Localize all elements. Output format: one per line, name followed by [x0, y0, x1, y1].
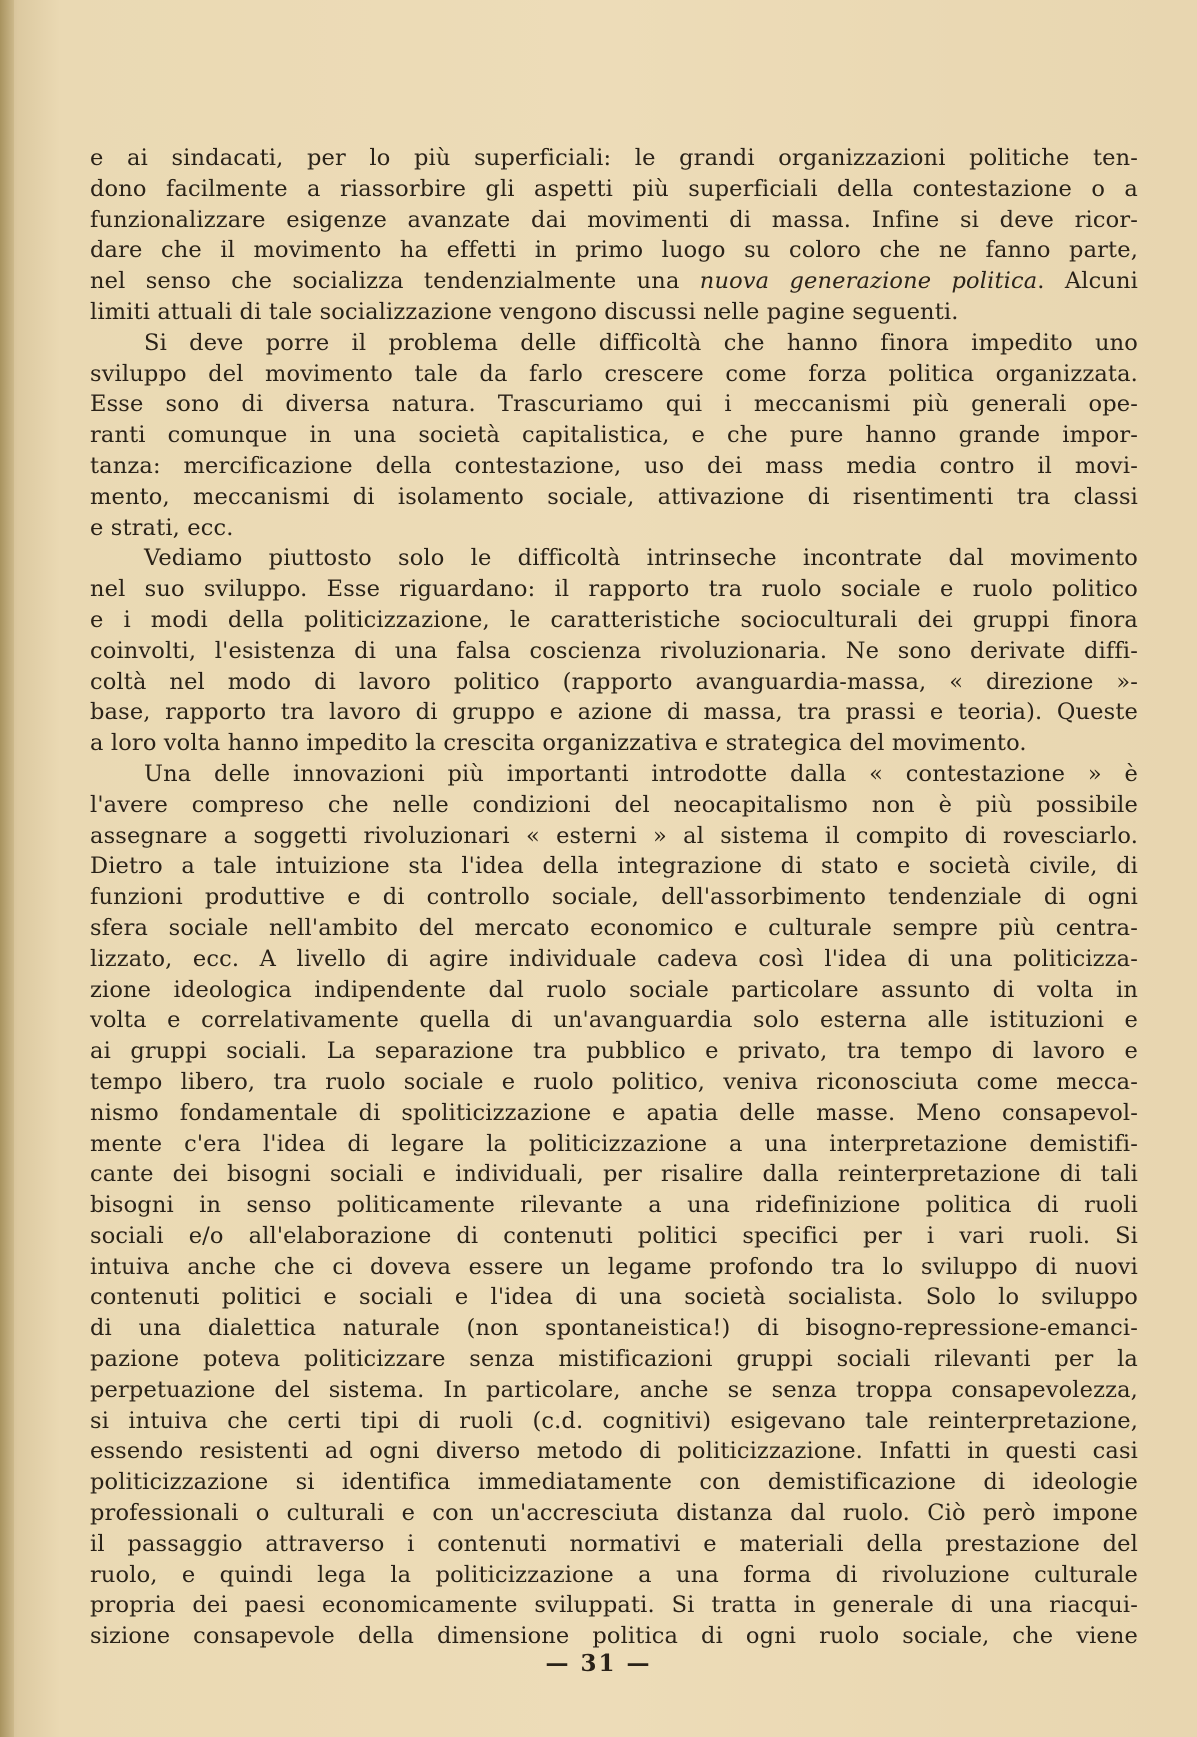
text-line-content: zione ideologica indipendente dal ruolo sociale particolare assunto di volta in — [90, 976, 1138, 1003]
text-line — [90, 1036, 1138, 1067]
text-line — [90, 1436, 1138, 1467]
text-line-content: si intuiva che certi tipi di ruoli (c.d. cognitivi) esigevano tale reinterpretazione, — [90, 1407, 1138, 1434]
text-line-content: a loro volta hanno impedito la crescita organizzativa e strategica del movimento. — [90, 730, 1027, 757]
text-line — [90, 235, 1138, 266]
text-line — [90, 1560, 1138, 1591]
text-line — [90, 359, 1138, 390]
text-line-content: mente c'era l'idea di legare la politicizzazione a una interpretazione demistifi- — [90, 1130, 1138, 1157]
text-line-content: professionali o culturali e con un'accresciuta distanza dal ruolo. Ciò però impone — [90, 1500, 1138, 1527]
text-line-continuation: . Alcuni — [1037, 268, 1138, 295]
text-line — [90, 420, 1138, 451]
text-line — [90, 1190, 1138, 1221]
text-line-content: tempo libero, tra ruolo sociale e ruolo politico, veniva riconosciuta come mecca- — [90, 1068, 1138, 1095]
text-line-content: base, rapporto tra lavoro di gruppo e azione di massa, tra prassi e teoria). Queste — [90, 699, 1138, 726]
text-line-content: funzioni produttive e di controllo sociale, dell'assorbimento tendenziale di ogni — [90, 884, 1138, 911]
text-line-content: ai gruppi sociali. La separazione tra pubblico e privato, tra tempo di lavoro e — [90, 1038, 1138, 1065]
text-line-content: il passaggio attraverso i contenuti normativi e materiali della prestazione del — [90, 1530, 1138, 1557]
text-line — [90, 1621, 1138, 1652]
text-line — [90, 944, 1138, 975]
text-line-content: Si deve porre il problema delle difficoltà che hanno finora impedito uno — [144, 329, 1138, 356]
text-line-content: l'avere compreso che nelle condizioni del neocapitalismo non è più possibile — [90, 791, 1138, 818]
text-line — [90, 328, 1138, 359]
body-text — [90, 143, 1138, 1652]
text-line — [90, 1221, 1138, 1252]
text-line — [90, 1067, 1138, 1098]
page-number: — 31 — — [545, 1650, 652, 1677]
text-line-content: e ai sindacati, per lo più superficiali: le grandi organizzazioni politiche ten- — [90, 145, 1138, 171]
text-line — [90, 667, 1138, 698]
text-line-content: contenuti politici e sociali e l'idea di una società socialista. Solo lo sviluppo — [90, 1284, 1138, 1311]
text-line-content: nismo fondamentale di spoliticizzazione e apatia delle masse. Meno consapevol- — [90, 1099, 1138, 1126]
text-line-content: dono facilmente a riassorbire gli aspetti più superficiali della contestazione o a — [90, 175, 1138, 202]
text-line-content: sizione consapevole della dimensione politica di ogni ruolo sociale, che viene — [90, 1623, 1138, 1650]
text-line-content: di una dialettica naturale (non spontaneistica!) di bisogno-repressione-emanci- — [90, 1315, 1138, 1342]
text-line-content: Dietro a tale intuizione sta l'idea della integrazione di stato e società civile, di — [90, 853, 1138, 880]
text-line — [90, 1344, 1138, 1375]
text-line — [90, 605, 1138, 636]
text-line-content: e strati, ecc. — [90, 514, 234, 541]
text-line-content: perpetuazione del sistema. In particolare, anche se senza troppa consapevolezza, — [90, 1376, 1138, 1403]
text-line — [90, 851, 1138, 882]
text-line — [90, 728, 1138, 759]
text-line-content: propria dei paesi economicamente sviluppati. Si tratta in generale di una riacqui- — [90, 1592, 1138, 1619]
text-line — [90, 1129, 1138, 1160]
text-line-content: ranti comunque in una società capitalistica, e che pure hanno grande impor- — [90, 422, 1138, 449]
text-line — [90, 143, 1138, 174]
text-line — [90, 174, 1138, 205]
text-line — [90, 1282, 1138, 1313]
page-binding-edge — [0, 0, 14, 1737]
text-line — [90, 790, 1138, 821]
text-line — [90, 266, 1138, 297]
text-line-content: sfera sociale nell'ambito del mercato economico e culturale sempre più centra- — [90, 914, 1138, 941]
text-line — [90, 513, 1138, 544]
text-line-content: sociali e/o all'elaborazione di contenuti politici specifici per i vari ruoli. Si — [90, 1222, 1138, 1249]
text-line — [90, 759, 1138, 790]
text-line-content: politicizzazione si identifica immediatamente con demistificazione di ideologie — [90, 1469, 1138, 1496]
text-line — [90, 389, 1138, 420]
text-line — [90, 1498, 1138, 1529]
text-line-content: assegnare a soggetti rivoluzionari « esterni » al sistema il compito di rovesciarlo. — [90, 822, 1138, 849]
text-line-content: Una delle innovazioni più importanti introdotte dalla « contestazione » è — [144, 760, 1138, 787]
text-line — [90, 1467, 1138, 1498]
text-line-content: sviluppo del movimento tale da farlo crescere come forza politica organizzata. — [90, 360, 1138, 387]
text-line-content: dare che il movimento ha effetti in primo luogo su coloro che ne fanno parte, — [90, 237, 1138, 264]
text-line — [90, 697, 1138, 728]
text-line-content: coltà nel modo di lavoro politico (rapporto avanguardia-massa, « direzione »- — [90, 668, 1138, 695]
text-line — [90, 297, 1138, 328]
text-line-content: pazione poteva politicizzare senza mistificazioni gruppi sociali rilevanti per la — [90, 1346, 1138, 1373]
text-line — [90, 821, 1138, 852]
text-line — [90, 913, 1138, 944]
italic-phrase: nuova generazione politica — [699, 268, 1038, 295]
text-line — [90, 1098, 1138, 1129]
text-line-content: Vediamo piuttosto solo le difficoltà intrinseche incontrate dal movimento — [144, 545, 1138, 572]
text-line-content: lizzato, ecc. A livello di agire individuale cadeva così l'idea di una politicizza- — [90, 945, 1138, 972]
text-line-content: limiti attuali di tale socializzazione vengono discussi nelle pagine seguenti. — [90, 298, 959, 325]
text-line — [90, 451, 1138, 482]
text-line-content: ruolo, e quindi lega la politicizzazione a una forma di rivoluzione culturale — [90, 1561, 1138, 1588]
text-line-content: mento, meccanismi di isolamento sociale, attivazione di risentimenti tra classi — [90, 483, 1138, 510]
text-line-content: essendo resistenti ad ogni diverso metodo di politicizzazione. Infatti in questi casi — [90, 1438, 1138, 1465]
text-line — [90, 882, 1138, 913]
text-line-content: nel suo sviluppo. Esse riguardano: il rapporto tra ruolo sociale e ruolo politico — [90, 576, 1138, 603]
text-line-content: cante dei bisogni sociali e individuali, per risalire dalla reinterpretazione di tali — [90, 1161, 1138, 1188]
text-line-content: funzionalizzare esigenze avanzate dai movimenti di massa. Infine si deve ricor- — [90, 206, 1138, 233]
text-line — [90, 975, 1138, 1006]
text-line — [90, 205, 1138, 236]
text-line — [90, 1313, 1138, 1344]
text-line — [90, 1529, 1138, 1560]
text-line-content: bisogni in senso politicamente rilevante a una ridefinizione politica di ruoli — [90, 1192, 1138, 1219]
text-line — [90, 1252, 1138, 1283]
text-line — [90, 482, 1138, 513]
text-line-content: e i modi della politicizzazione, le caratteristiche socioculturali dei gruppi finora — [90, 606, 1138, 633]
text-line — [90, 636, 1138, 667]
text-line — [90, 1159, 1138, 1190]
text-line — [90, 1590, 1138, 1621]
text-line-content: coinvolti, l'esistenza di una falsa coscienza rivoluzionaria. Ne sono derivate diffi- — [90, 637, 1138, 664]
text-line-content: Esse sono di diversa natura. Trascuriamo qui i meccanismi più generali ope- — [90, 391, 1138, 418]
text-line — [90, 543, 1138, 574]
text-line-content: volta e correlativamente quella di un'avanguardia solo esterna alle istituzioni e — [90, 1007, 1138, 1034]
text-line-content: intuiva anche che ci doveva essere un legame profondo tra lo sviluppo di nuovi — [90, 1253, 1138, 1280]
text-line — [90, 1375, 1138, 1406]
text-line-content: tanza: mercificazione della contestazione, uso dei mass media contro il movi- — [90, 452, 1138, 479]
text-line — [90, 1005, 1138, 1036]
text-line — [90, 574, 1138, 605]
text-line — [90, 1406, 1138, 1437]
text-line-content: nel senso che socializza tendenzialmente una — [90, 268, 700, 295]
